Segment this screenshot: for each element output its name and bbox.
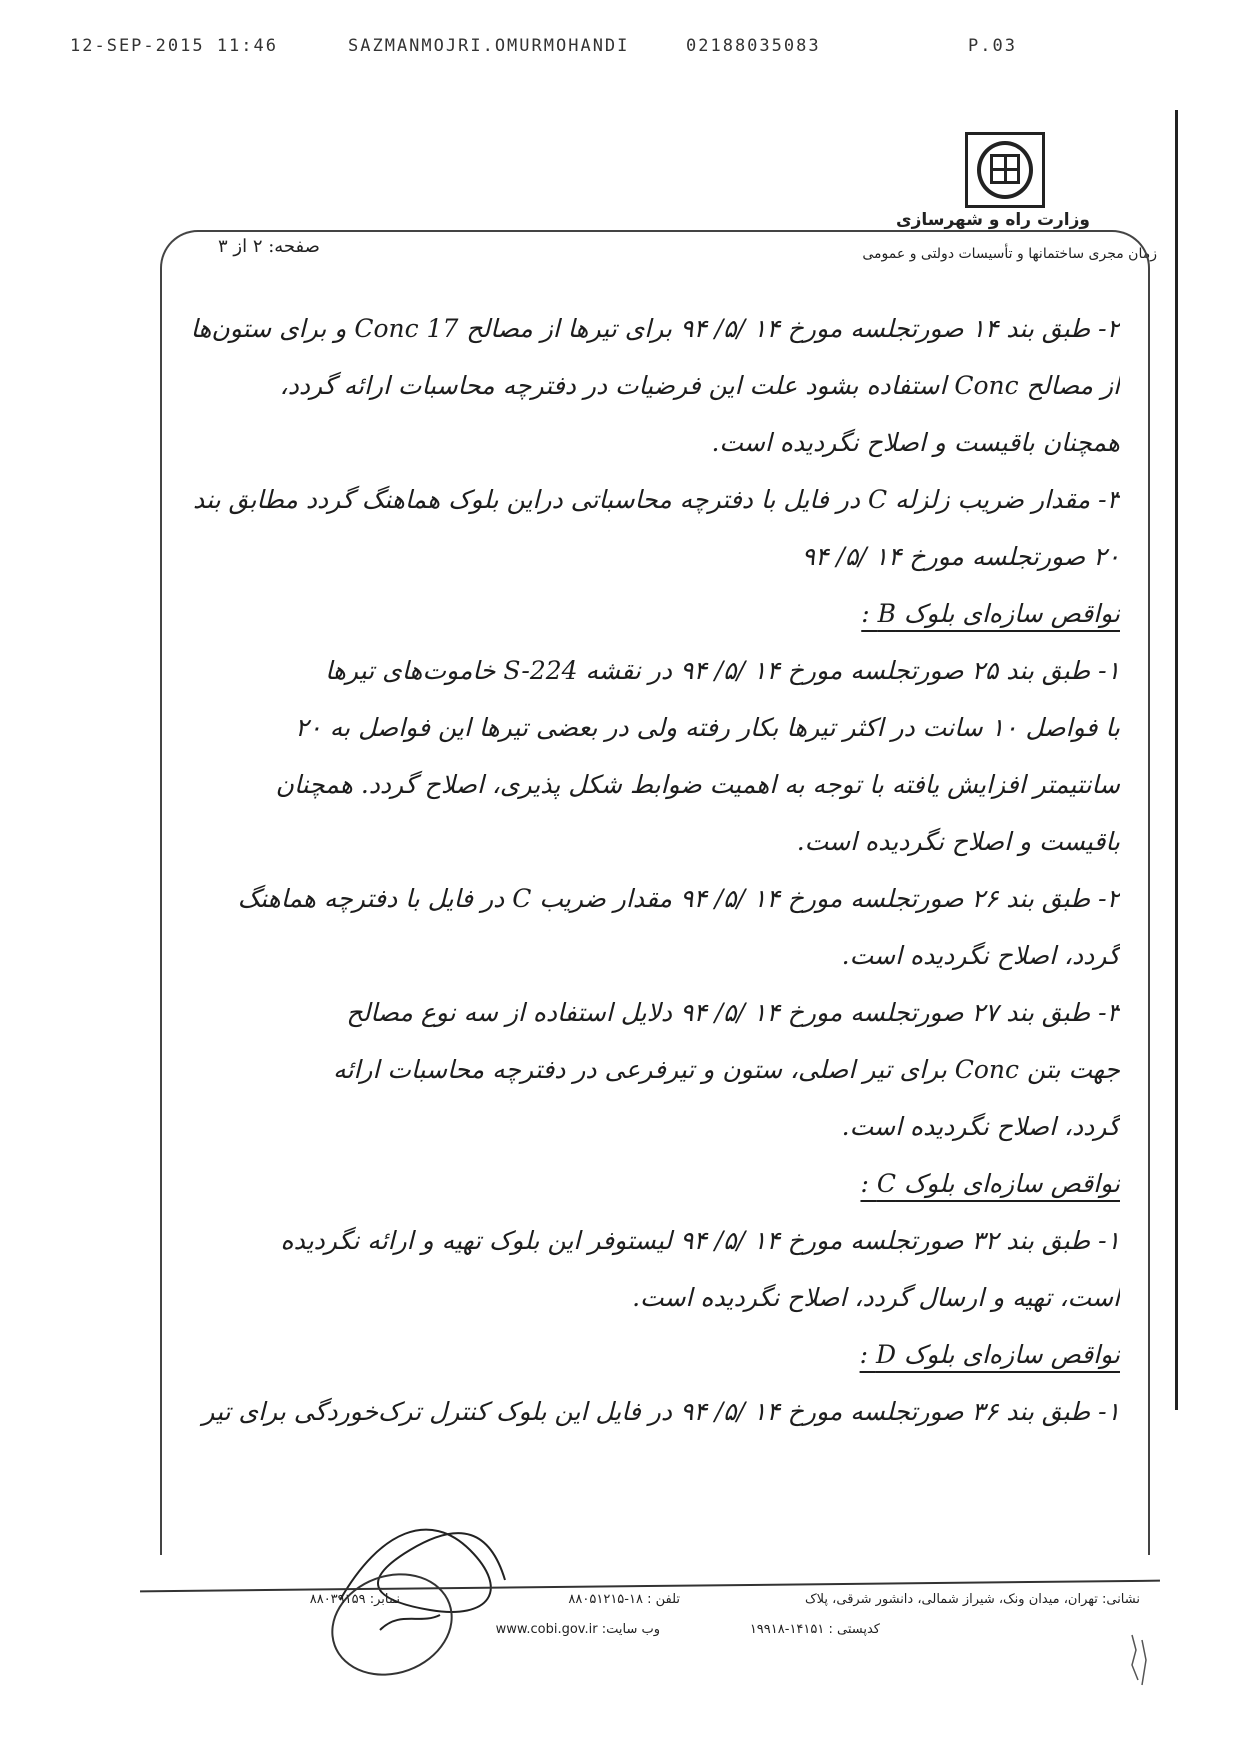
letter-body [180,300,1120,1440]
footer-postal-code: کدپستی : ۱۴۱۵۱-۱۹۹۱۸ [749,1622,880,1637]
fax-phone: 02188035083 [686,36,821,56]
body-line: ۱- طبق بند ۳۲ صورتجلسه مورخ ۱۴ /۵/ ۹۴ لیستوفر این بلوک تهیه و ارائه نگردیده [280,1226,1120,1255]
footer-fax: نمابر: ۸۸۰۳۹۱۵۹ [309,1592,400,1607]
fax-page-number: P.03 [968,36,1017,56]
page-indicator: صفحه: ۲ از ۳ [218,236,320,257]
section-heading: نواقص سازه‌ای بلوک C : [860,1169,1120,1198]
fax-header [70,36,1150,62]
body-line: ۳- مقدار ضریب زلزله C در فایل با دفترچه محاسباتی دراین بلوک هماهنگ گردد مطابق بند [193,485,1120,514]
body-line: ۲- طبق بند ۱۴ صورتجلسه مورخ ۱۴ /۵/ ۹۴ برای تیرها از مصالح Conc 17 و برای ستون‌ها [190,314,1120,343]
fax-datetime: 12-SEP-2015 11:46 [70,36,278,56]
section-heading: نواقص سازه‌ای بلوک B : [861,599,1120,628]
body-line: سانتیمتر افزایش یافته با توجه به اهمیت ضوابط شکل پذیری، اصلاح گردد. همچنان [275,770,1120,799]
body-line: ۱- طبق بند ۲۵ صورتجلسه مورخ ۱۴ /۵/ ۹۴ در نقشه S-224 خاموت‌های تیرها [325,656,1120,685]
scan-edge-line [1175,110,1178,1410]
organization-name: زمان مجری ساختمانها و تأسیسات دولتی و عمومی [862,246,1157,262]
margin-scribble-icon [1128,1630,1152,1690]
ministry-name: وزارت راه و شهرسازی [895,210,1090,230]
footer-address: نشانی: تهران، میدان ونک، شیراز شمالی، دانشور شرقی، پلاک [805,1592,1140,1607]
letterhead-footer [120,1560,1160,1680]
body-line: است، تهیه و ارسال گردد، اصلاح نگردیده است. [632,1283,1120,1312]
footer-website: وب سایت: www.cobi.gov.ir [495,1622,660,1637]
body-line: از مصالح Conc استفاده بشود علت این فرضیات در دفترچه محاسبات ارائه گردد، [279,371,1120,400]
body-line: با فواصل ۱۰ سانت در اکثر تیرها بکار رفته ولی در بعضی تیرها این فواصل به ۲۰ [294,713,1120,742]
footer-phone: تلفن : ۱۸-۸۸۰۵۱۲۱۵ [568,1592,680,1607]
body-line: گردد، اصلاح نگردیده است. [841,941,1120,970]
ministry-logo-icon [965,132,1045,208]
fax-sender: SAZMANMOJRI.OMURMOHANDI [348,36,630,56]
body-line: جهت بتن Conc برای تیر اصلی، ستون و تیرفرعی در دفترچه محاسبات ارائه [333,1055,1120,1084]
body-line: باقیست و اصلاح نگردیده است. [796,827,1120,856]
body-line: ۲- طبق بند ۲۶ صورتجلسه مورخ ۱۴ /۵/ ۹۴ مقدار ضریب C در فایل با دفترچه هماهنگ [237,884,1120,913]
body-line: ۱- طبق بند ۳۶ صورتجلسه مورخ ۱۴ /۵/ ۹۴ در فایل این بلوک کنترل ترک‌خوردگی برای تیر [202,1397,1120,1426]
section-heading: نواقص سازه‌ای بلوک D : [859,1340,1120,1369]
body-line: همچنان باقیست و اصلاح نگردیده است. [711,428,1120,457]
footer-rule [140,1580,1160,1593]
body-line: گردد، اصلاح نگردیده است. [841,1112,1120,1141]
body-line: ۲۰ صورتجلسه مورخ ۱۴ /۵/ ۹۴ [801,542,1120,571]
body-line: ۳- طبق بند ۲۷ صورتجلسه مورخ ۱۴ /۵/ ۹۴ دلایل استفاده از سه نوع مصالح [346,998,1120,1027]
